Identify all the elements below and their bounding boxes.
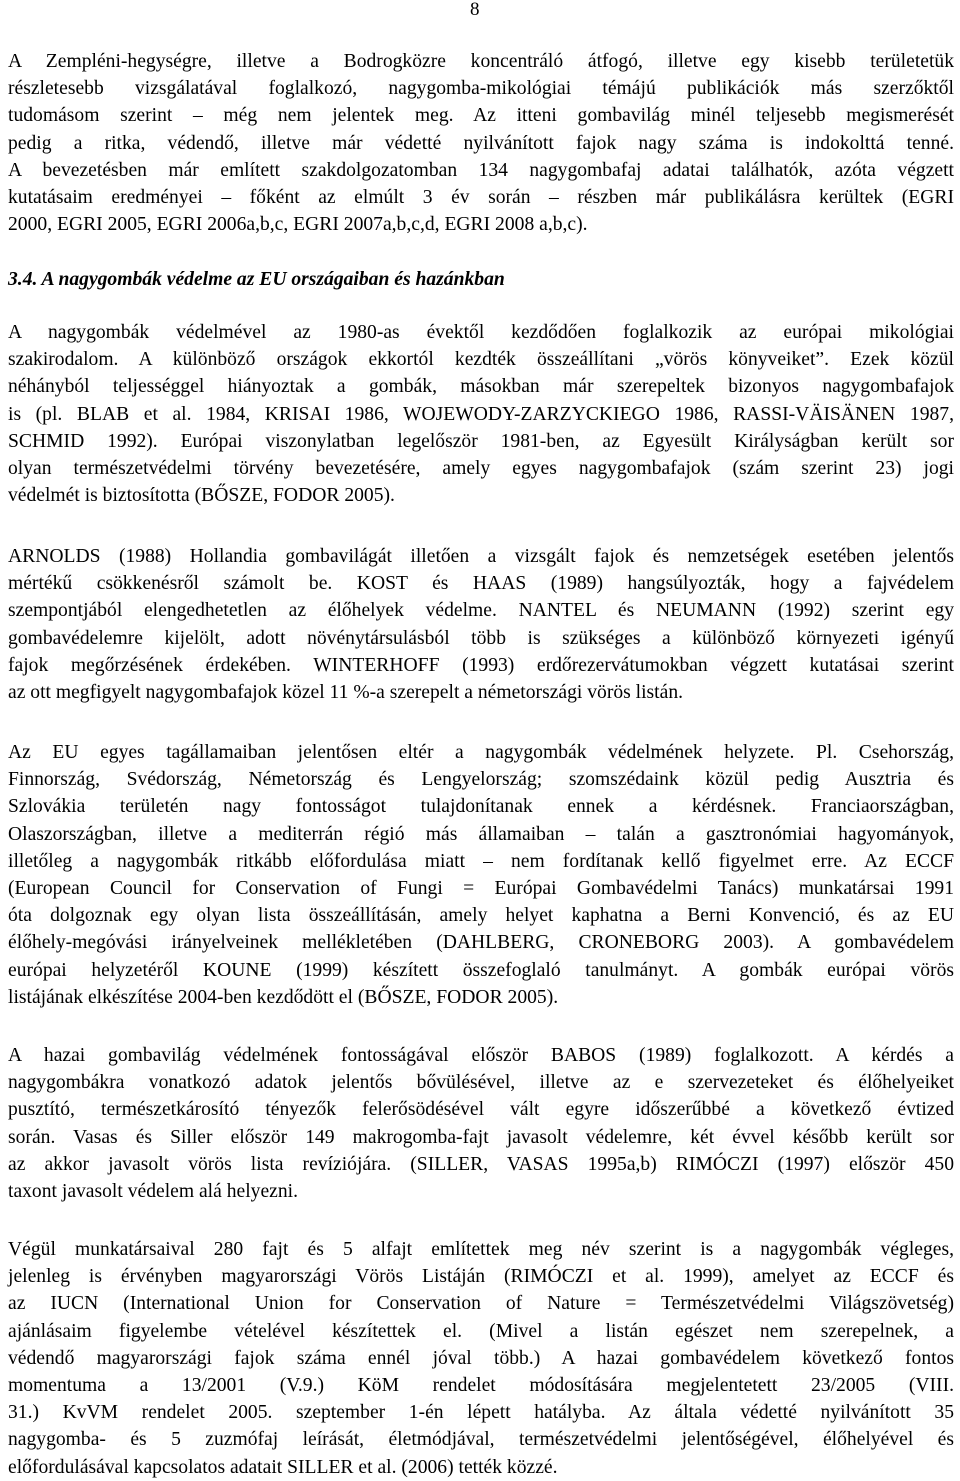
page-number: 8 xyxy=(470,0,480,20)
text-line: illetőleg a nagygombák ritkább előfordulása miatt – nem fordítanak kellő figyelmet erre. Az ECCF xyxy=(8,850,954,872)
text-line: Végül munkatársaival 280 fajt és 5 alfajt említettek meg név szerint is a nagygombák végleges, xyxy=(8,1239,954,1260)
paragraph-red-list xyxy=(8,1236,954,1481)
text-line: listájának elkészítése 2004-ben kezdődött el (BŐSZE, FODOR 2005). xyxy=(8,986,559,1008)
text-line: tudomásom szerint – még nem jelentek meg. Az itteni gombavilág minél teljesebb megismerését xyxy=(8,105,954,127)
paragraph-arnolds xyxy=(8,543,954,706)
text-line: fajok megőrzésének érdekében. WINTERHOFF (1993) erdőrezervátumokban végzett kutatásai szerint xyxy=(8,654,954,676)
text-line: (European Council for Conservation of Fungi = Európai Gombavédelmi Tanács) munkatársai 1991 xyxy=(8,878,954,900)
text-line: Szlovákia területén nagy fontosságot tulajdonítanak ennek a kérdésnek. Franciaországban, xyxy=(8,796,954,818)
text-line: SCHMID 1992). Európai viszonylatban legelőször 1981-ben, az Egyesült Királyságban került sor xyxy=(8,430,954,452)
text-line: élőhely-megóvási irányelveinek mellékletében (DAHLBERG, CRONEBORG 2003). A gombavédelem xyxy=(8,932,954,954)
paragraph-eu-history xyxy=(8,319,954,509)
section-heading xyxy=(8,266,954,293)
text-line: során. Vasas és Siller először 149 makrogomba-fajt javasolt védelemre, két évvel később került sor xyxy=(8,1126,954,1148)
text-line: részletesebb vizsgálatával foglalkozó, nagygomba-mikológiai témájú publikációk más szerzőktől xyxy=(8,78,954,100)
text-line: 2000, EGRI 2005, EGRI 2006a,b,c, EGRI 2007a,b,c,d, EGRI 2008 a,b,c). xyxy=(8,214,588,236)
heading-text: 3.4. A nagygombák védelme az EU országaiban és hazánkban xyxy=(8,269,505,290)
text-line: óta dolgoznak egy olyan lista összeállításán, amely helyet kaphatna a Berni Konvenció, és az EU xyxy=(8,905,954,927)
text-line: 31.) KvVM rendelet 2005. szeptember 1-én lépett hatályba. Az általa védetté nyilvánított 35 xyxy=(8,1402,954,1424)
text-line: védendő magyarországi fajok száma ennél jóval több.) A hazai gombavédelem következő fontos xyxy=(8,1347,954,1369)
text-line: ajánlásaim figyelembe vételével készítettek el. (Mivel a listán egészet nem szerepelnek, a xyxy=(8,1320,954,1342)
text-line: Olaszországban, illetve a mediterrán régió más államaiban – talán a gasztronómiai hagyományok, xyxy=(8,823,954,845)
text-line: momentuma a 13/2001 (V.9.) KöM rendelet módosítására megjelentetett 23/2005 (VIII. xyxy=(8,1375,954,1397)
text-line: előfordulásával kapcsolatos adatait SILLER et al. (2006) tették közzé. xyxy=(8,1456,558,1478)
text-line: gombavédelemre kijelölt, adott növénytársulásból több is szükséges a különböző környezeti igényű xyxy=(8,627,954,649)
text-line: jelenleg is érvényben magyarországi Vörös Listáján (RIMÓCZI et al. 1999), amelyet az ECCF és xyxy=(8,1266,954,1288)
text-line: kutatásaim eredményei – főként az elmúlt 3 év során – részben már publikálásra kerültek (EGRI xyxy=(8,187,954,209)
text-line: A bevezetésben már említett szakdolgozatomban 134 nagygombafaj adatai találhatók, azóta végzett xyxy=(8,159,954,181)
text-line: európai helyzetéről KOUNE (1999) készített összefoglaló tanulmányt. A gombák európai vörös xyxy=(8,959,954,981)
text-line: ARNOLDS (1988) Hollandia gombavilágát illetően a vizsgált fajok és nemzetségek esetében jelentős xyxy=(8,546,954,567)
text-line: A nagygombák védelmével az 1980-as évektől kezdődően foglalkozik az európai mikológiai xyxy=(8,322,954,343)
text-line: Az EU egyes tagállamaiban jelentősen eltér a nagygombák védelmének helyzete. Pl. Csehország, xyxy=(8,742,954,763)
paragraph-intro xyxy=(8,48,954,238)
text-line: olyan természetvédelmi törvény bevezetésére, amely egyes nagygombafajok (szám szerint 23) jogi xyxy=(8,458,954,480)
text-line: A hazai gombavilág védelmének fontosságával először BABOS (1989) foglalkozott. A kérdés a xyxy=(8,1045,954,1066)
text-line: szakirodalom. A különböző országok ekkortól kezdték összeállítani „vörös könyveiket”. Ezek közül xyxy=(8,349,954,371)
text-line: taxont javasolt védelem alá helyezni. xyxy=(8,1181,298,1203)
text-line: az akkor javasolt vörös lista revíziójára. (SILLER, VASAS 1995a,b) RIMÓCZI (1997) először 450 xyxy=(8,1153,954,1175)
paragraph-hungary xyxy=(8,1042,954,1205)
text-line: Finnország, Svédország, Németország és Lengyelország; szomszédaink közül pedig Ausztria és xyxy=(8,769,954,791)
text-line: szempontjából elengedhetetlen az élőhelyek védelme. NANTEL és NEUMANN (1992) szerint egy xyxy=(8,600,954,622)
text-line: pusztító, természetkárosító tényezők felerősödésével vált egyre időszerűbbé a következő évtized xyxy=(8,1099,954,1121)
text-line: A Zempléni-hegységre, illetve a Bodrogközre koncentráló átfogó, illetve egy kisebb területetük xyxy=(8,51,954,72)
text-line: pedig a ritka, védendő, illetve már védetté nyilvánított fajok nagy száma is indokolttá tenné. xyxy=(8,132,954,154)
text-line: néhányból teljességgel hiányoztak a gombák, másokban már szerepeltek bizonyos nagygombafajok xyxy=(8,376,954,398)
text-line: nagygomba- és 5 zuzmófaj leírását, életmódjával, természetvédelmi jelentőségével, élőhelyével és xyxy=(8,1429,954,1451)
paragraph-eu-states xyxy=(8,739,954,1011)
text-line: is (pl. BLAB et al. 1984, KRISAI 1986, WOJEWODY-ZARZYCKIEGO 1986, RASSI-VÄISÄNEN 1987, xyxy=(8,403,954,425)
text-line: mértékű csökkenésről számolt be. KOST és HAAS (1989) hangsúlyozták, hogy a fajvédelem xyxy=(8,573,954,595)
text-line: az IUCN (International Union for Conservation of Nature = Természetvédelmi Világszövetség) xyxy=(8,1293,954,1315)
text-line: nagygombákra vonatkozó adatok jelentős bővülésével, illetve az e szervezeteket és élőhelyeiket xyxy=(8,1072,954,1094)
text-line: az ott megfigyelt nagygombafajok közel 11 %-a szerepelt a németországi vörös listán. xyxy=(8,682,684,704)
text-line: védelmét is biztosította (BŐSZE, FODOR 2005). xyxy=(8,485,395,507)
